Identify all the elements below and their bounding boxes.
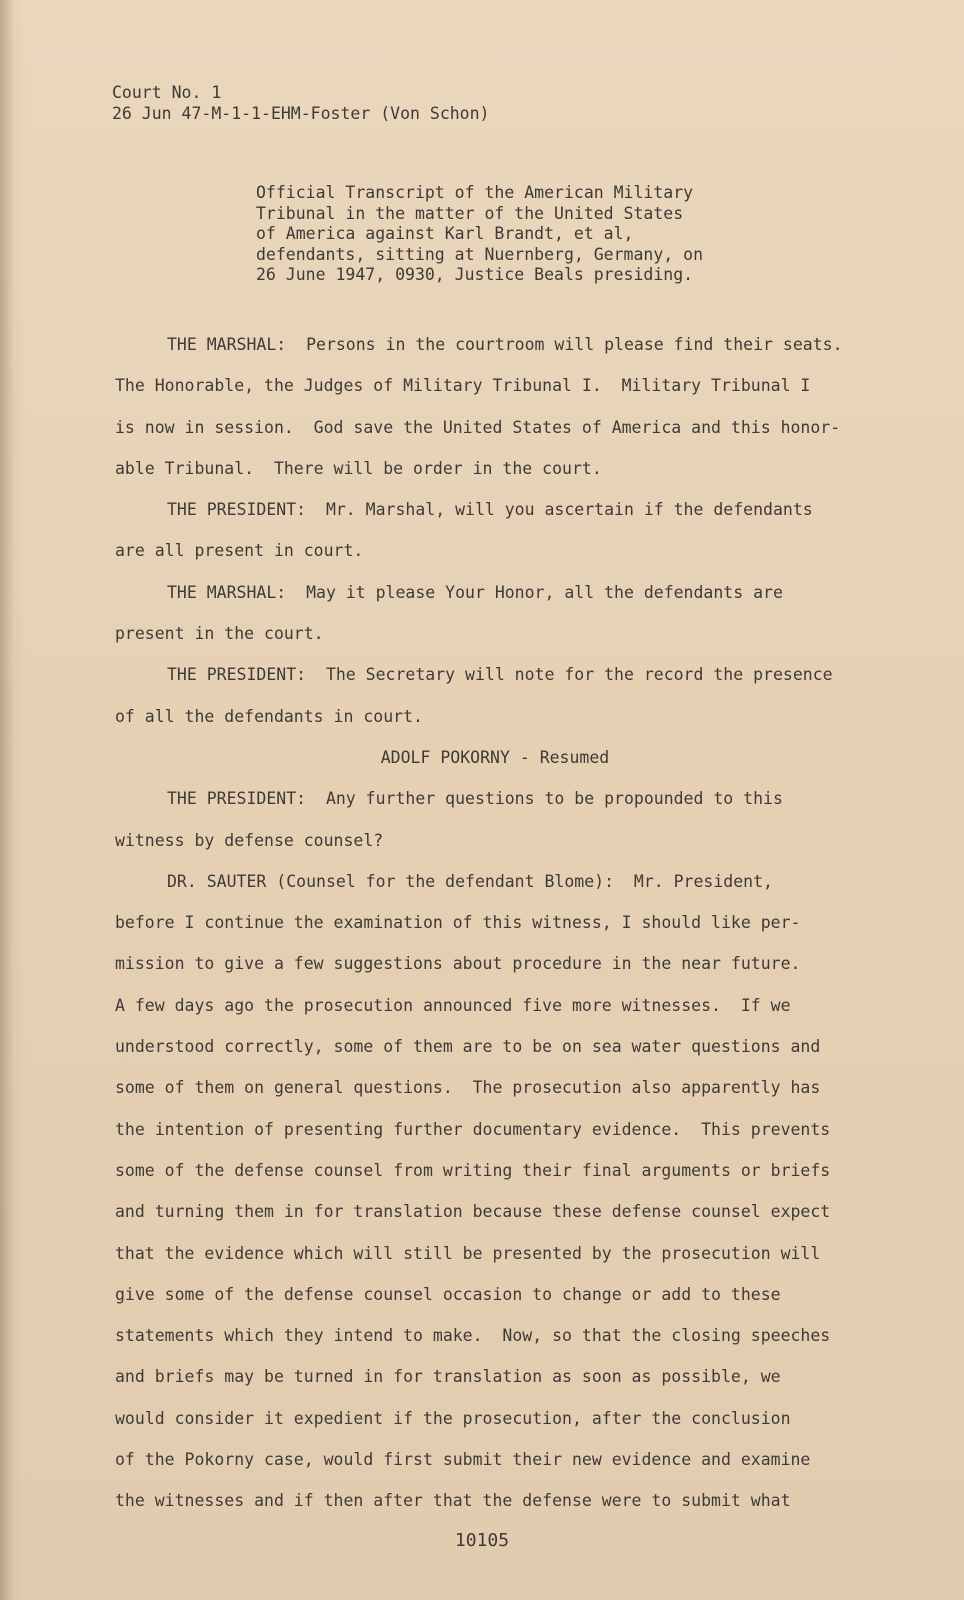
transcript-line: DR. SAUTER (Counsel for the defendant Blome): Mr. President, <box>167 871 773 891</box>
transcript-line: THE PRESIDENT: Mr. Marshal, will you ascertain if the defendants <box>167 500 813 520</box>
caption-line: Tribunal in the matter of the United States <box>256 203 684 223</box>
transcript-line: some of the defense counsel from writing their final arguments or briefs <box>115 1160 831 1180</box>
transcript-line: and turning them in for translation because these defense counsel expect <box>115 1202 831 1222</box>
caption-line: Official Transcript of the American Military <box>256 183 694 202</box>
transcript-line: THE PRESIDENT: The Secretary will note for the record the presence <box>167 665 833 685</box>
transcript-line: of the Pokorny case, would first submit their new evidence and examine <box>115 1450 811 1470</box>
transcript-line: understood correctly, some of them are to be on sea water questions and <box>115 1037 821 1057</box>
transcript-caption <box>256 183 703 286</box>
transcript-line: THE PRESIDENT: Any further questions to be propounded to this <box>167 789 783 809</box>
page-edge-shadow <box>0 0 14 1600</box>
transcript-line: witness by defense counsel? <box>115 830 384 850</box>
witness-heading: ADOLF POKORNY - Resumed <box>380 747 610 767</box>
transcript-line: able Tribunal. There will be order in the court. <box>115 458 602 478</box>
transcript-line: mission to give a few suggestions about procedure in the near future. <box>115 954 801 974</box>
transcript-body <box>115 324 875 1522</box>
transcript-line: is now in session. God save the United States of America and this honor- <box>115 417 841 437</box>
transcript-line: A few days ago the prosecution announced five more witnesses. If we <box>115 995 791 1015</box>
transcript-line: THE MARSHAL: Persons in the courtroom will please find their seats. <box>167 335 843 354</box>
transcript-line: the intention of presenting further documentary evidence. This prevents <box>115 1119 831 1139</box>
transcript-line: statements which they intend to make. Now, so that the closing speeches <box>115 1326 831 1346</box>
session-code: 26 Jun 47-M-1-1-EHM-Foster (Von Schon) <box>112 104 490 123</box>
transcript-line: are all present in court. <box>115 541 364 561</box>
transcript-line: before I continue the examination of this witness, I should like per- <box>115 913 801 933</box>
transcript-line: that the evidence which will still be presented by the prosecution will <box>115 1243 821 1263</box>
transcript-line: THE MARSHAL: May it please Your Honor, all the defendants are <box>167 582 783 602</box>
transcript-line: some of them on general questions. The prosecution also apparently has <box>115 1078 821 1098</box>
caption-line: 26 June 1947, 0930, Justice Beals presiding. <box>256 265 694 284</box>
transcript-line: and briefs may be turned in for translation as soon as possible, we <box>115 1367 781 1387</box>
transcript-line: the witnesses and if then after that the defense were to submit what <box>115 1491 791 1511</box>
court-header <box>112 82 490 124</box>
transcript-line: give some of the defense counsel occasion to change or add to these <box>115 1284 781 1304</box>
page-number: 10105 <box>454 1530 510 1551</box>
transcript-line: present in the court. <box>115 624 324 644</box>
transcript-line: would consider it expedient if the prosecution, after the conclusion <box>115 1408 791 1428</box>
transcript-line: The Honorable, the Judges of Military Tribunal I. Military Tribunal I <box>115 376 811 396</box>
caption-line: of America against Karl Brandt, et al, <box>256 224 634 243</box>
court-number: Court No. 1 <box>112 83 222 102</box>
transcript-line: of all the defendants in court. <box>115 706 423 726</box>
caption-line: defendants, sitting at Nuernberg, Germany, on <box>256 244 704 264</box>
